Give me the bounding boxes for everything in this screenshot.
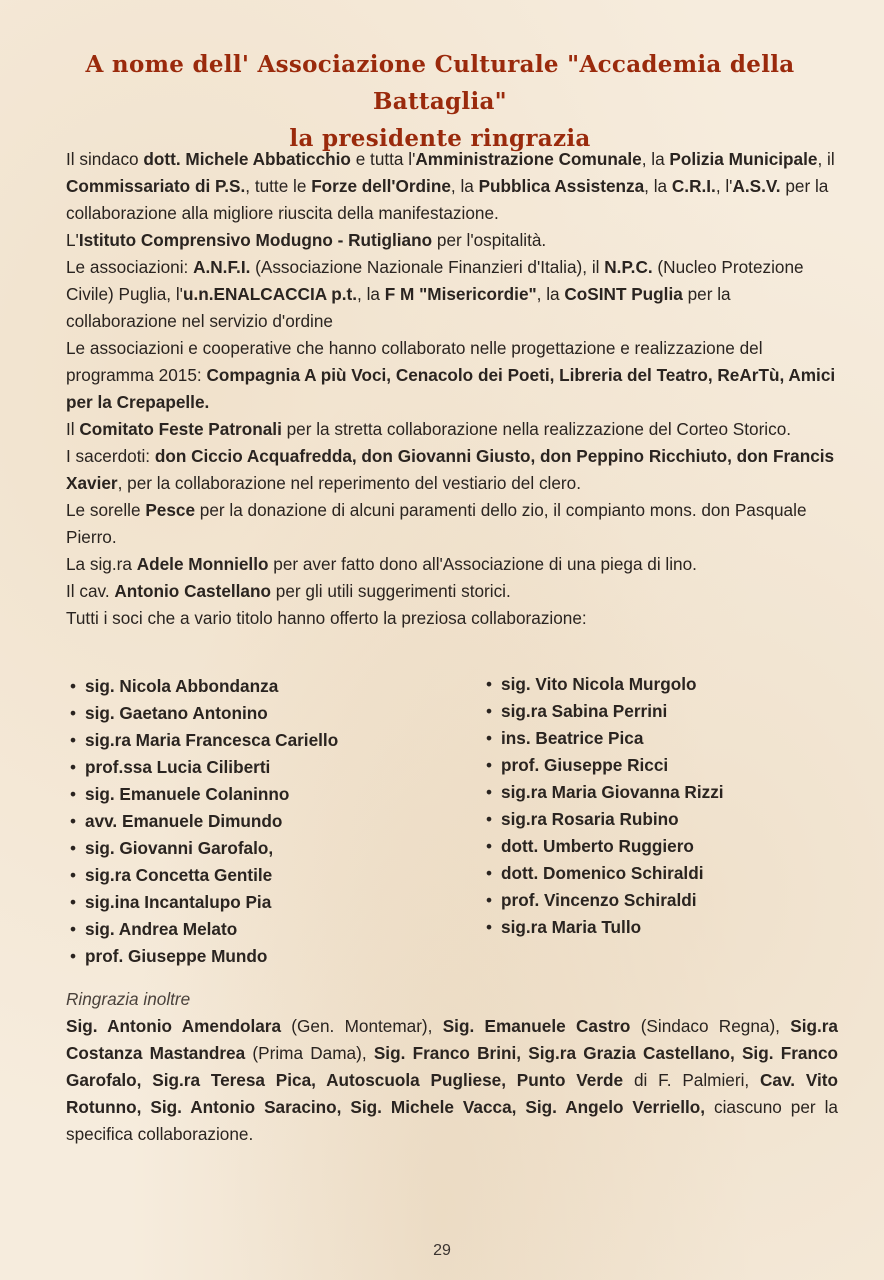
member-list-item: • prof. Giuseppe Mundo [70,943,338,970]
paragraph-members-intro [66,605,836,632]
text-run: I sacerdoti: [66,446,155,466]
member-list-item: • prof. Vincenzo Schiraldi [486,887,724,914]
text-run: Tutti i soci che a vario titolo hanno offerto la preziosa collaborazione: [66,608,587,628]
bold-text-run: Commissariato di P.S. [66,176,246,196]
text-run: per la donazione di alcuni paramenti dello zio, il compianto mons. don Pasquale Pierro. [66,500,807,547]
bold-text-run: Comitato Feste Patronali [79,419,282,439]
page-heading [40,46,840,157]
paragraph-pesce-sisters [66,497,836,551]
text-run: per l'ospitalità. [432,230,547,250]
bold-text-run: Sig.ra Costanza Mastandrea [66,1016,838,1063]
text-run: per gli utili suggerimenti storici. [271,581,511,601]
heading-line-1: A nome dell' Associazione Culturale "Accademia della Battaglia" [85,51,795,115]
bold-text-run: Adele Monniello [136,554,269,574]
heading-line-2: la presidente ringrazia [289,125,591,152]
member-list-item: • sig.ra Rosaria Rubino [486,806,724,833]
bold-text-run: Polizia Municipale [669,149,818,169]
text-run: e tutta l' [350,149,416,169]
text-run: Le associazioni e cooperative che hanno collaborato nelle progettazione e realizzazione del programma 2015: [66,338,763,385]
member-list-item: • sig. Andrea Melato [70,916,338,943]
bold-text-run: Sig. Franco Brini, Sig.ra Grazia Castellano, Sig. Franco Garofalo, Sig.ra Teresa Pica, Autoscuola Pugliese, Punto Verde [66,1043,839,1090]
bold-text-run: Istituto Comprensivo Modugno - Rutigliano [78,230,433,250]
bold-text-run: Sig. Emanuele Castro [442,1016,631,1036]
text-run: ciascuno per la specifica collaborazione. [66,1097,838,1144]
text-run: , per la collaborazione nel reperimento del vestiario del clero. [117,473,581,493]
bold-text-run: don Ciccio Acquafredda, don Giovanni Giusto, don Peppino Ricchiuto, don Francis Xavier [66,446,835,493]
text-run: Il sindaco [66,149,144,169]
member-list-item: • sig.ra Sabina Perrini [486,698,724,725]
acknowledgements-body [66,146,836,632]
member-list-item: • prof. Giuseppe Ricci [486,752,724,779]
member-list-item: • ins. Beatrice Pica [486,725,724,752]
text-run: (Prima Dama), [245,1043,374,1063]
additional-thanks [66,986,838,1148]
member-list-item: • prof.ssa Lucia Ciliberti [70,754,338,781]
bold-text-run: Pesce [145,500,196,520]
text-run: , tutte le [245,176,312,196]
member-list-item: • sig. Vito Nicola Murgolo [486,671,724,698]
bold-text-run: dott. Michele Abbaticchio [143,149,351,169]
paragraph-priests [66,443,836,497]
bold-text-run: Cav. Vito Rotunno, Sig. Antonio Saracino, Sig. Michele Vacca, Sig. Angelo Verriello, [66,1070,838,1117]
text-run: , la [357,284,385,304]
text-run: , il [817,149,835,169]
member-list-item: • sig.ra Maria Francesca Cariello [70,727,338,754]
text-run: , l' [715,176,733,196]
member-list-item: • sig. Nicola Abbondanza [70,673,338,700]
paragraph-associations [66,254,836,335]
bold-text-run: A.N.F.I. [193,257,251,277]
bold-text-run: Pubblica Assistenza [478,176,645,196]
member-list-item: • sig. Giovanni Garofalo, [70,835,338,862]
text-run: per la collaborazione nel servizio d'ordine [66,284,731,331]
text-run: Il [66,419,80,439]
text-run: , la [644,176,672,196]
bold-text-run: u.n.ENALCACCIA p.t. [182,284,358,304]
member-list-item: • sig. Emanuele Colaninno [70,781,338,808]
member-list-item: • sig. Gaetano Antonino [70,700,338,727]
paragraph-authorities [66,146,836,227]
text-run: (Sindaco Regna), [630,1016,791,1036]
additional-thanks-intro: Ringrazia inoltre [66,989,191,1009]
paragraph-monniello [66,551,836,578]
paragraph-castellano [66,578,836,605]
text-run: per aver fatto dono all'Associazione di una piega di lino. [268,554,697,574]
text-run: (Nucleo Protezione Civile) Puglia, l' [66,257,804,304]
bold-text-run: F M "Misericordie" [384,284,537,304]
text-run: Le sorelle [66,500,146,520]
bold-text-run: C.R.I. [671,176,716,196]
members-list-left [70,673,338,970]
member-list-item: • sig.ra Maria Tullo [486,914,724,941]
text-run: per la stretta collaborazione nella realizzazione del Corteo Storico. [281,419,792,439]
member-list-item: • dott. Umberto Ruggiero [486,833,724,860]
member-list-item: • dott. Domenico Schiraldi [486,860,724,887]
bold-text-run: CoSINT Puglia [564,284,683,304]
paragraph-committee [66,416,836,443]
members-list-right [486,671,724,941]
bold-text-run: Amministrazione Comunale [415,149,642,169]
text-run: di F. Palmieri, [623,1070,760,1090]
bold-text-run: Sig. Antonio Amendolara [66,1016,282,1036]
paragraph-school [66,227,836,254]
text-run: , la [536,284,565,304]
text-run: La sig.ra [66,554,137,574]
additional-thanks-text [66,1013,838,1148]
text-run: (Gen. Montemar), [281,1016,443,1036]
member-list-item: • sig.ina Incantalupo Pia [70,889,338,916]
text-run: , la [450,176,479,196]
bold-text-run: Forze dell'Ordine [311,176,451,196]
text-run: Le associazioni: [66,257,194,277]
paragraph-cooperatives [66,335,836,416]
bold-text-run: A.S.V. [732,176,781,196]
member-list-item: • sig.ra Maria Giovanna Rizzi [486,779,724,806]
member-list-item: • avv. Emanuele Dimundo [70,808,338,835]
member-list-item: • sig.ra Concetta Gentile [70,862,338,889]
bold-text-run: Antonio Castellano [114,581,271,601]
page-number: 29 [433,1242,451,1259]
text-run: L' [66,230,79,250]
bold-text-run: N.P.C. [604,257,653,277]
text-run: per la collaborazione alla migliore riuscita della manifestazione. [66,176,829,223]
text-run: , la [641,149,670,169]
text-run: Il cav. [66,581,115,601]
bold-text-run: Compagnia A più Voci, Cenacolo dei Poeti, Libreria del Teatro, ReArTù, Amici per la Crepapelle. [66,365,836,412]
text-run: (Associazione Nazionale Finanzieri d'Italia), il [250,257,605,277]
